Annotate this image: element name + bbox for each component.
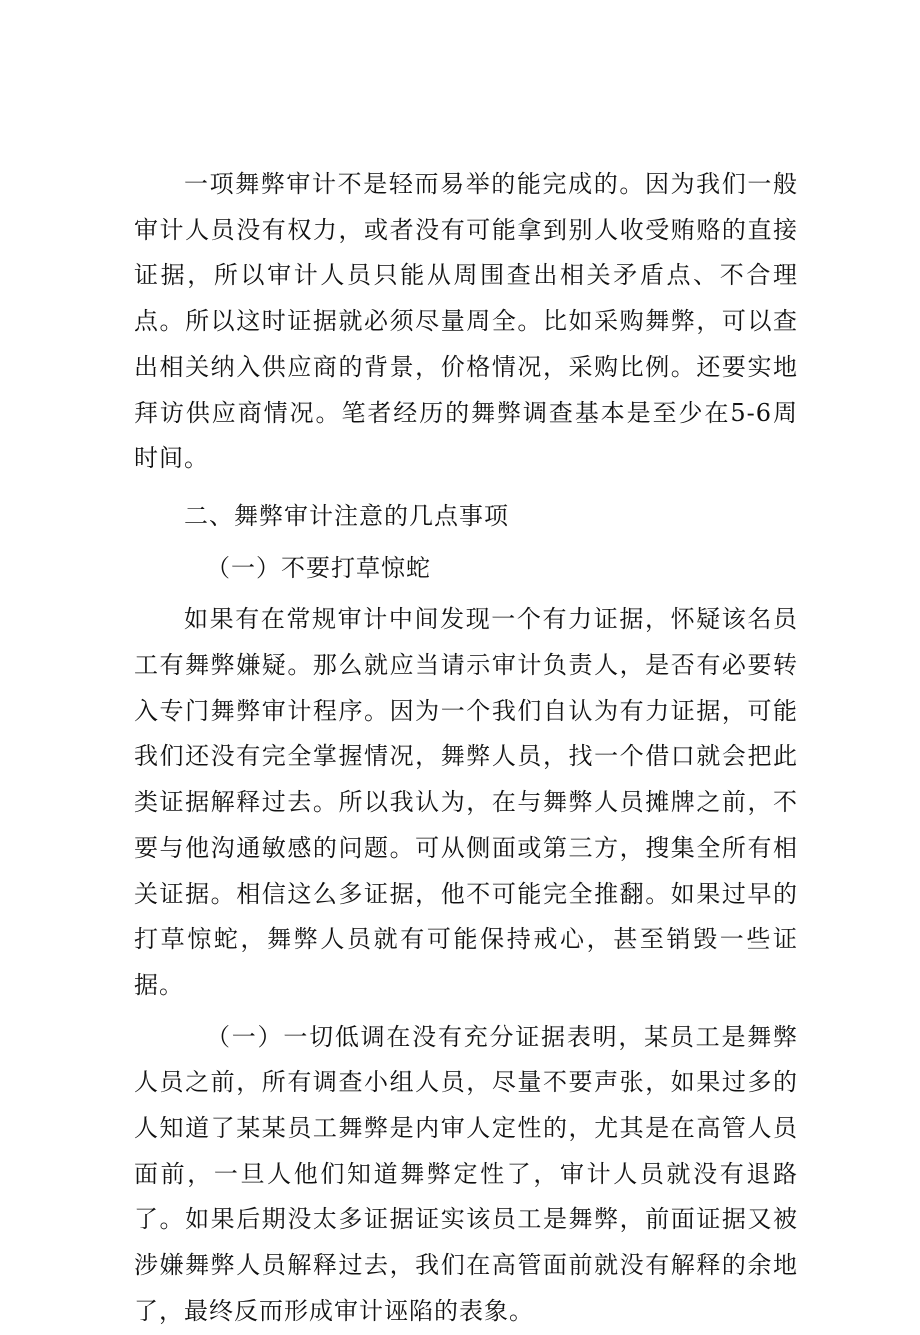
body-paragraph-low-profile: （一）一切低调在没有充分证据表明，某员工是舞弊人员之前，所有调查小组人员，尽量不要声张，如果过多的人知道了某某员工舞弊是内审人定性的，尤其是在高管人员面前，一旦人他们知道舞弊定性了，审计人员就没有退路了。如果后期没太多证据证实该员工是舞弊，前面证据又被涉嫌舞弊人员解释过去，我们在高管面前就没有解释的余地了，最终反而形成审计诬陷的表象。 — [134, 1022, 798, 1325]
section-heading-notes: 二、舞弊审计注意的几点事项 — [184, 501, 509, 530]
body-paragraph-dont-alert: 如果有在常规审计中间发现一个有力证据，怀疑该名员工有舞弊嫌疑。那么就应当请示审计负责人，是否有必要转入专门舞弊审计程序。因为一个我们自认为有力证据，可能我们还没有完全掌握情况，舞弊人员，找一个借口就会把此类证据解释过去。所以我认为，在与舞弊人员摊牌之前，不要与他沟通敏感的问题。可从侧面或第三方，搜集全所有相关证据。相信这么多证据，他不可能完全推翻。如果过早的打草惊蛇，舞弊人员就有可能保持戒心，甚至销毁一些证据。 — [134, 605, 798, 999]
document-body — [134, 162, 798, 1335]
body-paragraph-fraud-audit-intro: 一项舞弊审计不是轻而易举的能完成的。因为我们一般审计人员没有权力，或者没有可能拿到别人收受贿赂的直接证据，所以审计人员只能从周围查出相关矛盾点、不合理点。所以这时证据就必须尽量周全。比如采购舞弊，可以查出相关纳入供应商的背景，价格情况，采购比例。还要实地拜访供应商情况。笔者经历的舞弊调查基本是至少在5-6周时间。 — [134, 170, 798, 473]
subsection-heading-dont-alert: （一）不要打草惊蛇 — [206, 553, 431, 582]
